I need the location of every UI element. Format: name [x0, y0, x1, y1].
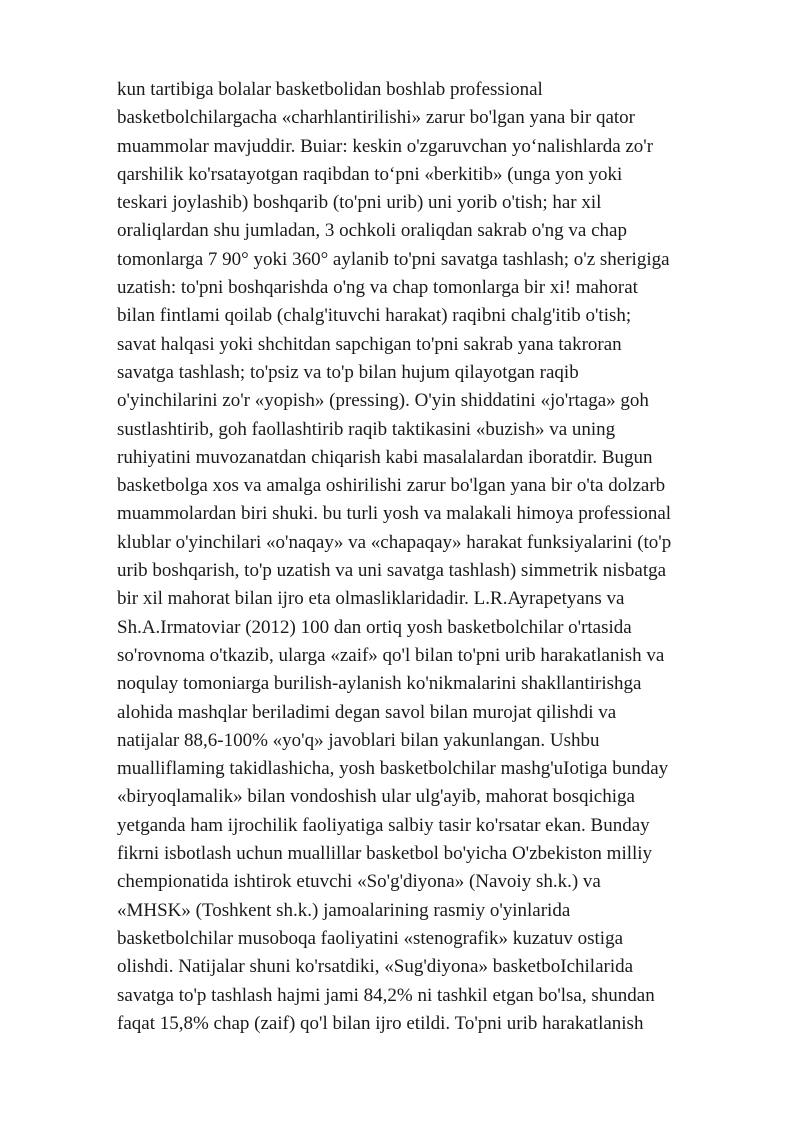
text-line: kun tartibiga bolalar basketbolidan boshlab professional — [117, 79, 543, 100]
text-line: sustlashtirib, goh faollashtirib raqib taktikasini «buzish» va uning — [117, 418, 616, 440]
text-line: qarshilik ko'rsatayotgan raqibdan to‘pni «berkitib» (unga yon yoki — [117, 163, 623, 185]
text-line: natijalar 88,6-100% «yo'q» javoblari bilan yakunlangan. Ushbu — [117, 729, 600, 751]
text-line: savatga to'p tashlash hajmi jami 84,2% ni tashkil etgan bo'lsa, shundan — [117, 984, 655, 1006]
text-line: ruhiyatini muvozanatdan chiqarish kabi masalalardan iboratdir. Bugun — [117, 446, 653, 468]
text-line: fikrni isbotlash uchun muallillar basketbol bo'yicha O'zbekiston milliy — [117, 843, 653, 865]
text-line: mualliflaming takidlashicha, yosh basketbolchilar mashg'uIotiga bunday — [117, 758, 669, 780]
text-line: alohida mashqlar beriladimi degan savol bilan murojat qilishdi va — [117, 701, 617, 723]
text-line: noqulay tomoniarga burilish-aylanish ko'nikmalarini shakllantirishga — [117, 673, 642, 695]
body-text — [117, 76, 757, 1038]
text-line: Sh.A.Irmatoviar (2012) 100 dan ortiq yosh basketbolchilar o'rtasida — [117, 616, 632, 638]
text-line: basketbolchilar musoboqa faoliyatini «stenografik» kuzatuv ostiga — [117, 927, 624, 949]
text-line: faqat 15,8% chap (zaif) qo'l bilan ijro etildi. To'pni urib harakatlanish — [117, 1012, 644, 1034]
text-line: tomonlarga 7 90° yoki 360° aylanib to'pni savatga tashlash; o'z sherigiga — [117, 248, 670, 270]
text-line: bir xil mahorat bilan ijro eta olmasliklaridadir. L.R.Ayrapetyans va — [117, 588, 625, 610]
text-line: uzatish: to'pni boshqarishda o'ng va chap tomonlarga bir xi! mahorat — [117, 277, 638, 299]
text-line: savat halqasi yoki shchitdan sapchigan to'pni sakrab yana takroran — [117, 333, 622, 355]
text-line: bilan fintlami qoilab (chalg'ituvchi harakat) raqibni chalg'itib o'tish; — [117, 305, 632, 327]
text-line: o'yinchilarini zo'r «yopish» (pressing). O'yin shiddatini «jo'rtaga» goh — [117, 390, 649, 412]
text-line: basketbolga xos va amalga oshirilishi zarur bo'lgan yana bir o'ta dolzarb — [117, 475, 666, 497]
text-line: basketbolchilargacha «charhlantirilishi» zarur bo'lgan yana bir qator — [117, 107, 635, 129]
text-line: muammolar mavjuddir. Buiar: keskin o'zgaruvchan yo‘nalishlarda zo'r — [117, 135, 654, 157]
text-line: klublar o'yinchilari «o'naqay» va «chapaqay» harakat funksiyalarini (to'p — [117, 531, 672, 553]
text-line: teskari joylashib) boshqarib (to'pni urib) uni yorib o'tish; har xil — [117, 192, 602, 214]
text-line: savatga tashlash; to'psiz va to'p bilan hujum qilayotgan raqib — [117, 361, 579, 383]
text-line: «MHSK» (Toshkent sh.k.) jamoalarining rasmiy o'yinlarida — [117, 899, 571, 921]
text-line: olishdi. Natijalar shuni ko'rsatdiki, «Sug'diyona» basketboIchilarida — [117, 956, 634, 978]
text-line: «biryoqlamalik» bilan vondoshish ular ulg'ayib, mahorat bosqichiga — [117, 786, 635, 808]
text-line: so'rovnoma o'tkazib, ularga «zaif» qo'l bilan to'pni urib harakatlanish va — [117, 644, 665, 666]
text-line: yetganda ham ijrochilik faoliyatiga salbiy tasir ko'rsatar ekan. Bunday — [117, 814, 650, 836]
text-line: chempionatida ishtirok etuvchi «So'g'diyona» (Navoiy sh.k.) va — [117, 871, 601, 893]
text-line: urib boshqarish, to'p uzatish va uni savatga tashlash) simmetrik nisbatga — [117, 560, 667, 582]
text-line: muammolardan biri shuki. bu turli yosh va malakali himoya professional — [117, 503, 672, 525]
text-line: oraliqlardan shu jumladan, 3 ochkoli oraliqdan sakrab o'ng va chap — [117, 220, 627, 242]
